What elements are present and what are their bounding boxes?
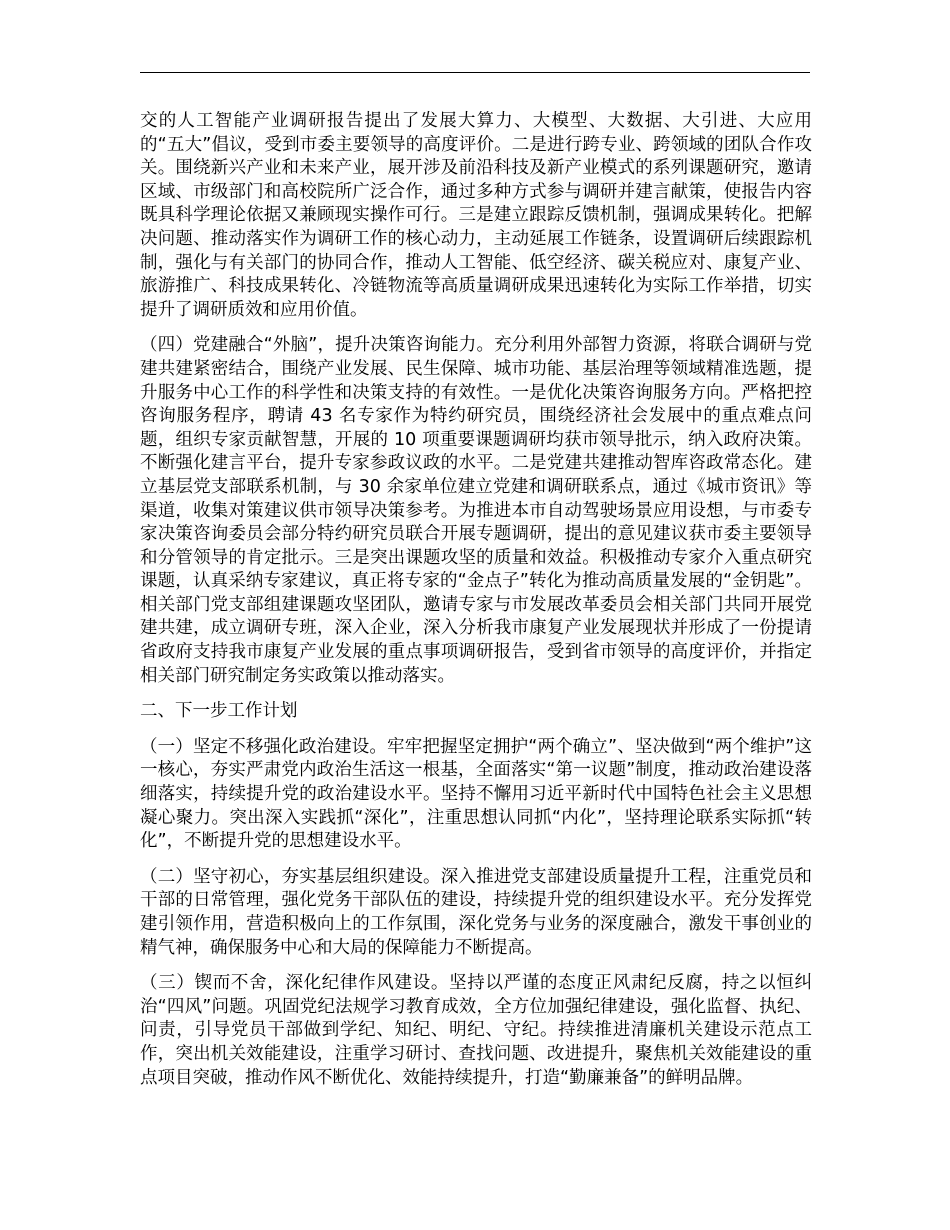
header-rule xyxy=(140,72,810,73)
paragraph-political-construction: （一）坚定不移强化政治建设。牢牢把握坚定拥护“两个确立”、坚决做到“两个维护”这一核心，夯实严肃党内政治生活这一根基，全面落实“第一议题”制度，推动政治建设落细落实，持续提升党的政治建设水平。坚持不懈用习近平新时代中国特色社会主义思想凝心聚力。突出深入实践抓“深化”，注重思想认同抓“内化”，坚持理论联系实际抓“转化”，不断提升党的思想建设水平。 xyxy=(140,736,812,852)
paragraph-party-building-external-brain: （四）党建融合“外脑”，提升决策咨询能力。充分利用外部智力资源，将联合调研与党建共建紧密结合，围绕产业发展、民生保障、城市功能、基层治理等领域精准选题，提升服务中心工作的科学性和决策支持的有效性。一是优化决策咨询服务方向。严格把控咨询服务程序，聘请 43 名专家作为特约研究员，围绕经济社会发展中的重点难点问题，组织专家贡献智慧，开展的 10 项重要课题调研均获市领导批示，纳入政府决策。不断强化建言平台，提升专家参政议政的水平。二是党建共建推动智库咨政常态化。建立基层党支部联系机制，与 30 余家单位建立党建和调研联系点，通过《城市资讯》等渠道，收集对策建议供市领导决策参考。为推进本市自动驾驶场景应用设想，与市委专家决策咨询委员会部分特约研究员联合开展专题调研，提出的意见建议获市委主要领导和分管领导的肯定批示。三是突出课题攻坚的质量和效益。积极推动专家介入重点研究课题，认真采纳专家建议，真正将专家的“金点子”转化为推动高质量发展的“金钥匙”。相关部门党支部组建课题攻坚团队，邀请专家与市发展改革委员会相关部门共同开展党建共建，成立调研专班，深入企业，深入分析我市康复产业发展现状并形成了一份提请省政府支持我市康复产业发展的重点事项调研报告，受到省市领导的高度评价，并指定相关部门研究制定务实政策以推动落实。 xyxy=(140,335,812,686)
paragraph-research-results: 交的人工智能产业调研报告提出了发展大算力、大模型、大数据、大引进、大应用的“五大”倡议，受到市委主要领导的高度评价。二是进行跨专业、跨领域的团队合作攻关。围绕新兴产业和未来产业，展开涉及前沿科技及新产业模式的系列课题研究，邀请区域、市级部门和高校院所广泛合作，通过多种方式参与调研并建言献策，使报告内容既具科学理论依据又兼顾现实操作可行。三是建立跟踪反馈机制，强调成果转化。把解决问题、推动落实作为调研工作的核心动力，主动延展工作链条，设置调研后续跟踪机制，强化与有关部门的协同合作，推动人工智能、低空经济、碳关税应对、康复产业、旅游推广、科技成果转化、冷链物流等高质量调研成果迅速转化为实际工作举措，切实提升了调研质效和应用价值。 xyxy=(140,111,812,320)
section-heading-next-steps: 二、下一步工作计划 xyxy=(140,701,298,722)
document-body xyxy=(140,110,812,1102)
paragraph-organization-construction: （二）坚守初心，夯实基层组织建设。深入推进党支部建设质量提升工程，注重党员和干部的日常管理，强化党务干部队伍的建设，持续提升党的组织建设水平。充分发挥党建引领作用，营造积极向上的工作氛围，深化党务与业务的深度融合，激发干事创业的精气神，确保服务中心和大局的保障能力不断提高。 xyxy=(140,866,812,958)
paragraph-discipline-style-construction: （三）锲而不舍，深化纪律作风建设。坚持以严谨的态度正风肃纪反腐，持之以恒纠治“四风”问题。巩固党纪法规学习教育成效，全方位加强纪律建设，强化监督、执纪、问责，引导党员干部做到学纪、知纪、明纪、守纪。持续推进清廉机关建设示范点工作，突出机关效能建设，注重学习研讨、查找问题、改进提升，聚焦机关效能建设的重点项目突破，推动作风不断优化、效能持续提升，打造“勤廉兼备”的鲜明品牌。 xyxy=(140,973,812,1088)
